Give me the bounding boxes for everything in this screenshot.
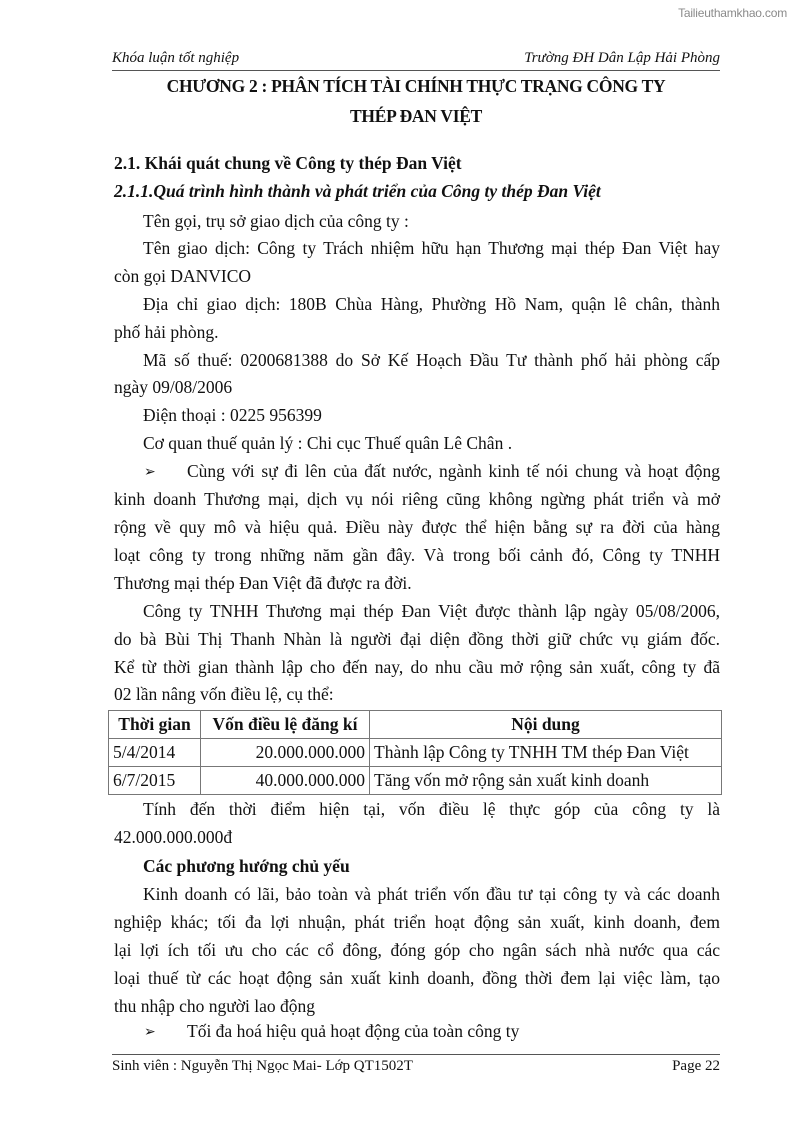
column-header-content: Nội dung [370, 711, 722, 739]
directions-line2: nghiệp khác; tối đa lợi nhuận, phát triển hoạt động sản xuất, kinh doanh, đem [114, 912, 720, 932]
directions-line3: lại lợi ích tối ưu cho các cổ đông, đóng góp cho ngân sách nhà nước qua các [114, 940, 720, 960]
arrow-bullet-icon: ➢ [144, 464, 156, 480]
cell-content: Thành lập Công ty TNHH TM thép Đan Việt [370, 739, 722, 767]
chapter-title-line2: THÉP ĐAN VIỆT [350, 106, 482, 126]
table-row [109, 739, 722, 767]
tax-code-line2: ngày 09/08/2006 [114, 377, 233, 397]
directions-line4: loại thuế từ các hoạt động sản xuất kinh doanh, đồng thời đem lại việc làm, tạo [114, 968, 720, 988]
chapter-title-line1: CHƯƠNG 2 : PHÂN TÍCH TÀI CHÍNH THỰC TRẠNG CÔNG TY [166, 76, 666, 96]
address-line2: phố hải phòng. [114, 322, 219, 342]
arrow-bullet-icon: ➢ [144, 1024, 156, 1040]
address-line1: Địa chỉ giao dịch: 180B Chùa Hàng, Phường Hồ Nam, quận lê chân, thành [143, 294, 720, 314]
page-footer [112, 1054, 720, 1077]
header-university: Trường ĐH Dân Lập Hải Phòng [524, 50, 720, 66]
table-row [109, 767, 722, 795]
page-header [112, 50, 720, 71]
paragraph2-line1: Công ty TNHH Thương mại thép Đan Việt được thành lập ngày 05/08/2006, [143, 601, 720, 621]
column-header-time: Thời gian [109, 711, 201, 739]
watermark: Tailieuthamkhao.com [678, 6, 787, 20]
directions-line5: thu nhập cho người lao động [114, 996, 316, 1016]
paragraph2-line3: Kể từ thời gian thành lập cho đến nay, do nhu cầu mở rộng sản xuất, công ty đã [114, 657, 720, 677]
directions-bullet: Tối đa hoá hiệu quả hoạt động của toàn công ty [187, 1021, 520, 1041]
phone: Điện thoại : 0225 956399 [143, 405, 322, 425]
paragraph3-line1: Tính đến thời điểm hiện tại, vốn điều lệ thực góp của công ty là [143, 799, 720, 819]
cell-time: 6/7/2015 [109, 767, 201, 795]
subsection-heading: 2.1.1.Quá trình hình thành và phát triển của Công ty thép Đan Việt [114, 181, 601, 201]
paragraph1-line4: loạt công ty trong những năm gần đây. Và trong bối cảnh đó, Công ty TNHH [114, 545, 720, 565]
cell-capital: 40.000.000.000 [201, 767, 370, 795]
cell-time: 5/4/2014 [109, 739, 201, 767]
cell-capital: 20.000.000.000 [201, 739, 370, 767]
paragraph1-line3: rộng về quy mô và hiệu quả. Điều này được thể hiện bằng sự ra đời của hàng [114, 517, 720, 537]
paragraph1-line2: kinh doanh Thương mại, dịch vụ nói riêng cũng không ngừng phát triển và mở [114, 489, 720, 509]
paragraph2-line2: do bà Bùi Thị Thanh Nhàn là người đại diện đồng thời giữ chức vụ giám đốc. [114, 629, 720, 649]
paragraph1-line5: Thương mại thép Đan Việt đã được ra đời. [114, 573, 412, 593]
charter-capital-table [108, 710, 722, 795]
directions-line1: Kinh doanh có lãi, bảo toàn và phát triển vốn đầu tư tại công ty và các doanh [143, 884, 720, 904]
tax-code-line1: Mã số thuế: 0200681388 do Sở Kế Hoạch Đầu Tư thành phố hải phòng cấp [143, 350, 720, 370]
directions-heading: Các phương hướng chủ yếu [143, 856, 350, 876]
tax-office: Cơ quan thuế quản lý : Chi cục Thuế quân Lê Chân . [143, 433, 513, 453]
table-header-row [109, 711, 722, 739]
paragraph2-line4: 02 lần nâng vốn điều lệ, cụ thể: [114, 684, 334, 704]
paragraph1-line1: Cùng với sự đi lên của đất nước, ngành kinh tế nói chung và hoạt động [187, 461, 720, 481]
header-thesis-label: Khóa luận tốt nghiệp [112, 50, 240, 66]
section-heading: 2.1. Khái quát chung về Công ty thép Đan Việt [114, 153, 462, 173]
company-intro: Tên gọi, trụ sở giao dịch của công ty : [143, 211, 409, 231]
footer-student: Sinh viên : Nguyễn Thị Ngọc Mai- Lớp QT1502T [112, 1058, 413, 1074]
trade-name-line1: Tên giao dịch: Công ty Trách nhiệm hữu hạn Thương mại thép Đan Việt hay [143, 238, 720, 258]
trade-name-line2: còn gọi DANVICO [114, 266, 252, 286]
page-number: Page 22 [672, 1058, 720, 1074]
paragraph3-line2: 42.000.000.000đ [114, 827, 233, 847]
cell-content: Tăng vốn mở rộng sản xuất kinh doanh [370, 767, 722, 795]
column-header-capital: Vốn điều lệ đăng kí [201, 711, 370, 739]
